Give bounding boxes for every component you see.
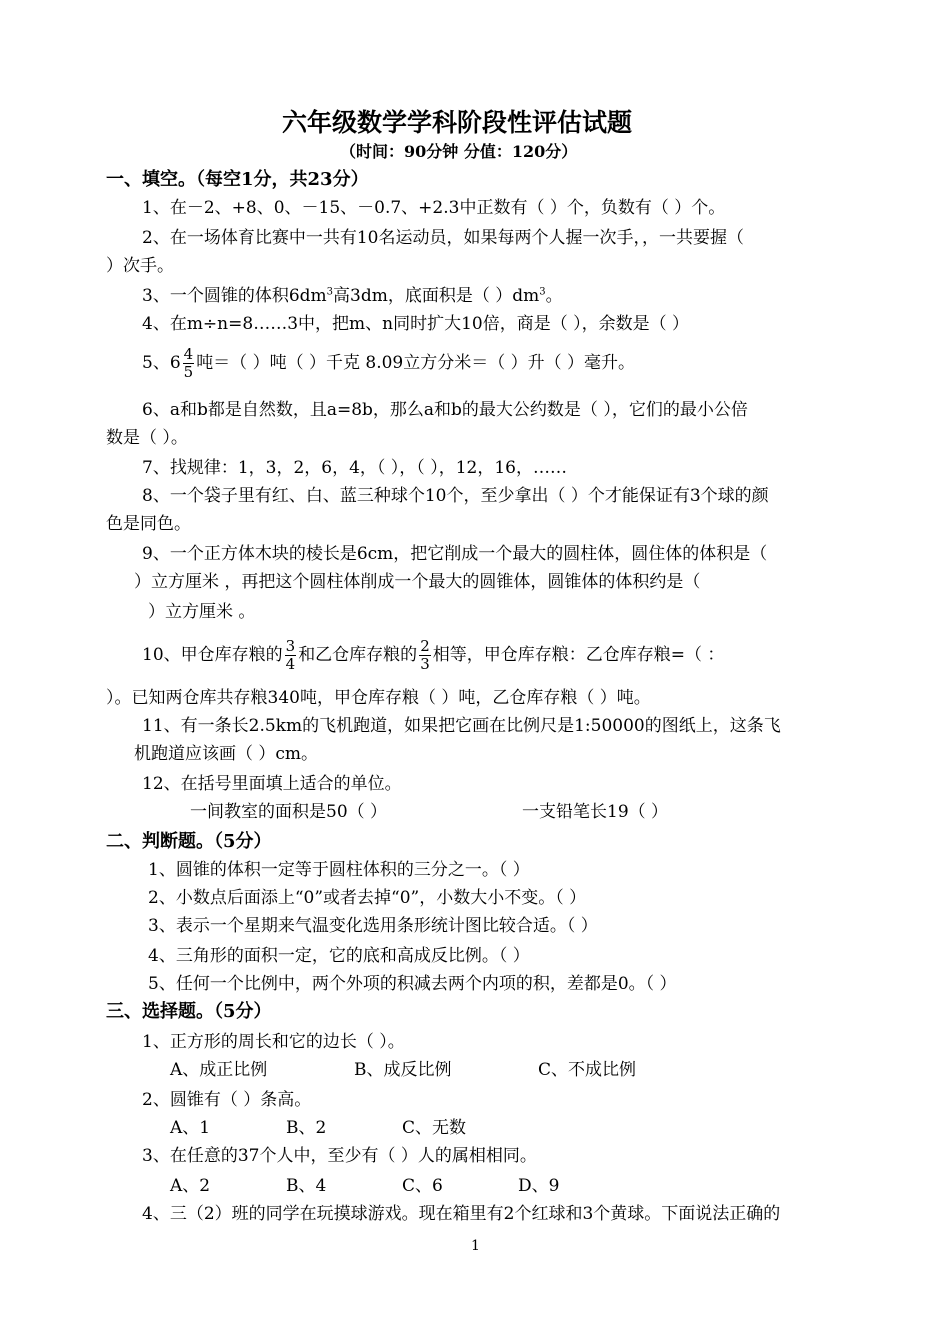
choice-1-option-b: B、成反比例 <box>354 1060 452 1080</box>
choice-question-4: 4、三（2）班的同学在玩摸球游戏。现在箱里有2个红球和3个黄球。下面说法正确的 <box>142 1204 781 1224</box>
fraction-4-5: $\frac{4}{5}$ <box>183 345 194 381</box>
question-1-10-cont: ）。已知两仓库共存粮340吨，甲仓库存粮（ ）吨，乙仓库存粮（ ）吨。 <box>106 688 651 708</box>
fraction-2-3: $\frac{2}{3}$ <box>420 637 430 673</box>
question-1-7: 7、找规律：1，3，2，6，4，（ ），（ ），12，16，…… <box>142 458 567 478</box>
choice-1-option-c: C、不成比例 <box>538 1060 637 1080</box>
page-subtitle: （时间：90分钟 分值：120分） <box>340 142 578 161</box>
question-1-10: 10、甲仓库存粮的 $\frac{3}{4}$ 和乙仓库存粮的 $\frac{2}{3}$ 相等，甲仓库存粮：乙仓库存粮=（ ： <box>142 637 725 673</box>
question-1-2: 2、在一场体育比赛中一共有10名运动员，如果每两个人握一次手，，一共要握（ <box>142 228 744 248</box>
choice-2-option-a: A、1 <box>170 1118 211 1138</box>
question-1-8-cont: 色是同色。 <box>106 514 191 534</box>
page-title: 六年级数学学科阶段性评估试题 <box>282 108 633 137</box>
question-1-11-cont: 机跑道应该画（ ）cm。 <box>134 744 319 764</box>
choice-3-option-a: A、2 <box>170 1176 211 1196</box>
question-1-6: 6、a和b都是自然数，且a=8b，那么a和b的最大公约数是（ ），它们的最小公倍 <box>142 400 748 420</box>
choice-3-option-d: D、9 <box>518 1176 560 1196</box>
choice-3-option-b: B、4 <box>286 1176 327 1196</box>
question-1-1: 1、在－2、+8、0、－15、－0.7、+2.3中正数有（ ）个，负数有（ ）个。 <box>142 198 726 218</box>
question-1-12-a: 一间教室的面积是50（ ） <box>190 802 388 822</box>
choice-3-option-c: C、6 <box>402 1176 443 1196</box>
question-1-2-cont: ）次手。 <box>106 256 174 276</box>
question-1-6-cont: 数是（ ）。 <box>106 428 188 448</box>
judge-item-5: 5、任何一个比例中，两个外项的积减去两个内项的积，差都是0。（ ） <box>148 974 677 994</box>
section-heading-fill-blank: 一、填空。（每空1分，共23分） <box>106 169 369 190</box>
question-1-12: 12、在括号里面填上适合的单位。 <box>142 774 402 794</box>
question-1-8: 8、一个袋子里有红、白、蓝三种球个10个，至少拿出（ ）个才能保证有3个球的颜 <box>142 486 769 506</box>
judge-item-3: 3、表示一个星期来气温变化选用条形统计图比较合适。（ ） <box>148 916 598 936</box>
question-1-3: 3、一个圆锥的体积$6dm^3$高3dm，底面积是（ ）$dm^3$。 <box>142 286 563 306</box>
question-1-9-cont2: ）立方厘米 。 <box>148 602 256 622</box>
question-1-4: 4、在m÷n=8……3中，把m、n同时扩大10倍，商是（ ），余数是（ ） <box>142 314 690 334</box>
question-1-12-b: 一支铅笔长19（ ） <box>522 802 669 822</box>
choice-2-option-b: B、2 <box>286 1118 327 1138</box>
section-heading-true-false: 二、判断题。（5分） <box>106 831 272 852</box>
choice-question-1: 1、正方形的周长和它的边长（ ）。 <box>142 1032 405 1052</box>
choice-1-option-a: A、成正比例 <box>170 1060 268 1080</box>
question-1-9-cont1: ）立方厘米 ，再把这个圆柱体削成一个最大的圆锥体，圆锥体的体积约是（ <box>134 572 701 592</box>
choice-question-2: 2、圆锥有（ ）条高。 <box>142 1090 312 1110</box>
page-number: 1 <box>471 1238 480 1254</box>
choice-2-option-c: C、无数 <box>402 1118 467 1138</box>
judge-item-1: 1、圆锥的体积一定等于圆柱体积的三分之一。（ ） <box>148 860 530 880</box>
section-heading-multiple-choice: 三、选择题。（5分） <box>106 1001 272 1022</box>
judge-item-2: 2、小数点后面添上“0”或者去掉“0”，小数大小不变。（ ） <box>148 888 587 908</box>
question-1-11: 11、有一条长2.5km的飞机跑道，如果把它画在比例尺是1:50000的图纸上，这条飞 <box>142 716 781 736</box>
judge-item-4: 4、三角形的面积一定，它的底和高成反比例。（ ） <box>148 946 530 966</box>
choice-question-3: 3、在任意的37个人中，至少有（ ）人的属相相同。 <box>142 1146 537 1166</box>
question-1-5: 5、6 $\frac{4}{5}$ 吨＝（ ）吨（ ）千克 8.09立方分米＝（ ）升（ ）毫升。 <box>142 345 636 381</box>
fraction-3-4: $\frac{3}{4}$ <box>285 637 296 673</box>
question-1-9: 9、一个正方体木块的棱长是6cm，把它削成一个最大的圆柱体，圆住体的体积是（ <box>142 544 768 564</box>
